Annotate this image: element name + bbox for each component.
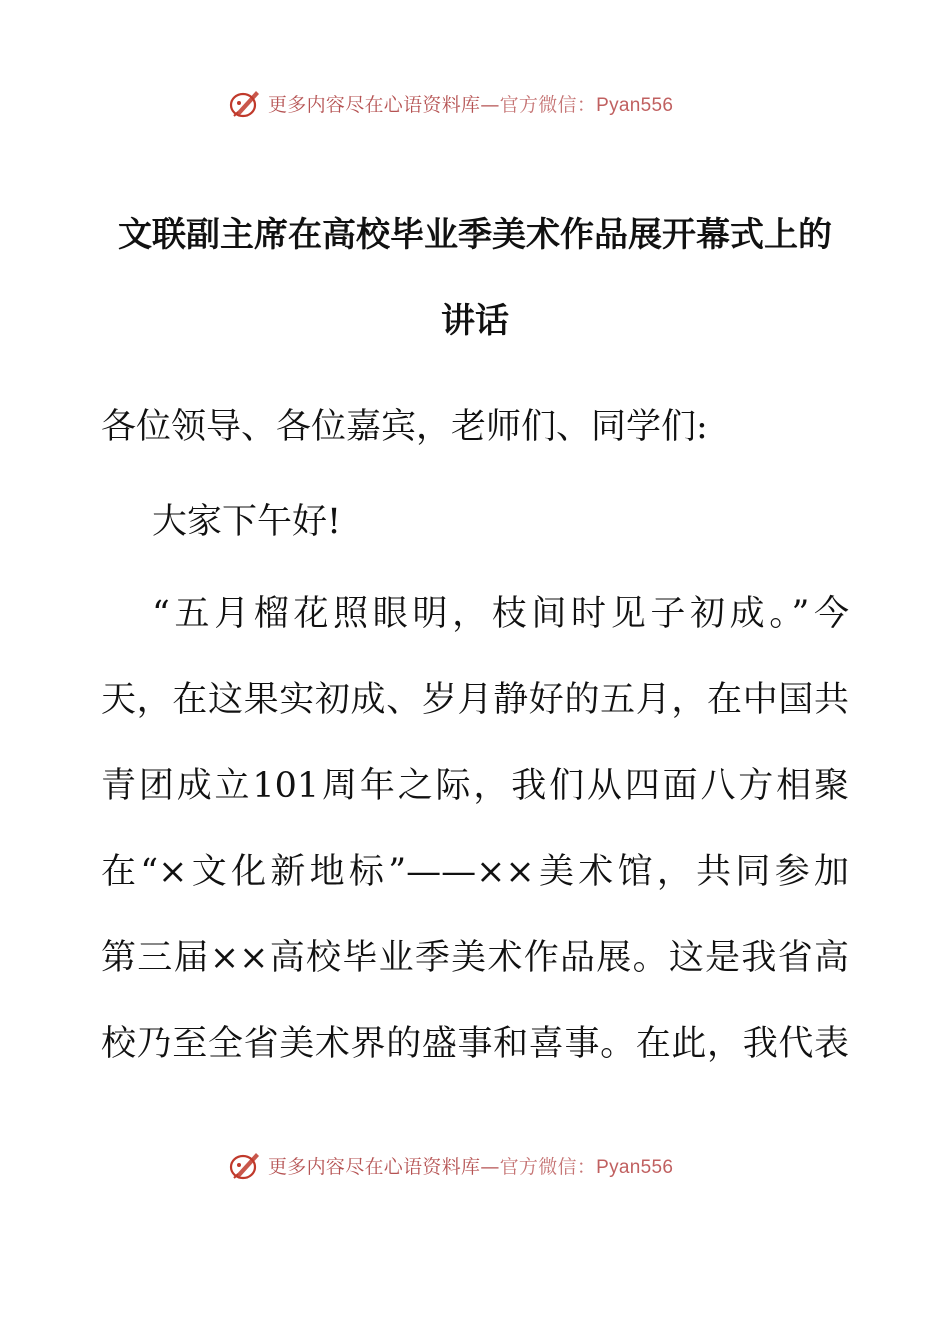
quill-logo-icon [226,83,266,123]
quill-logo-icon [226,1145,266,1185]
paragraph-line: 在“×文化新地标”——××美术馆，共同参加 [101,852,849,892]
document-title-line-2: 讲话 [441,301,509,341]
paragraph-line: 天，在这果实初成、岁月静好的五月，在中国共 [101,680,849,720]
banner-wechat-id: Pyan556 [596,94,674,116]
banner-wechat-label: 官方微信： [499,1155,597,1178]
salutation: 各位领导、各位嘉宾，老师们、同学们: [101,407,708,447]
footer-banner [226,1145,673,1185]
paragraph-line: 校乃至全省美术界的盛事和喜事。在此，我代表 [101,1024,849,1064]
banner-separator: — [480,93,500,116]
document-title-line-1: 文联副主席在高校毕业季美术作品展开幕式上的 [118,215,832,255]
banner-separator: — [480,1155,500,1178]
banner-main-text: 更多内容尽在心语资料库 [268,1155,481,1178]
paragraph-line: 青团成立101周年之际，我们从四面八方相聚 [101,766,849,806]
banner-wechat-label: 官方微信： [499,93,597,116]
greeting: 大家下午好! [152,502,342,542]
banner-wechat-id: Pyan556 [596,1156,674,1178]
banner-main-text: 更多内容尽在心语资料库 [268,93,481,116]
paragraph-line: 第三届××高校毕业季美术作品展。这是我省高 [101,938,849,978]
paragraph-line: “五月榴花照眼明，枝间时见子初成。”今 [152,594,849,634]
header-banner [226,83,673,123]
